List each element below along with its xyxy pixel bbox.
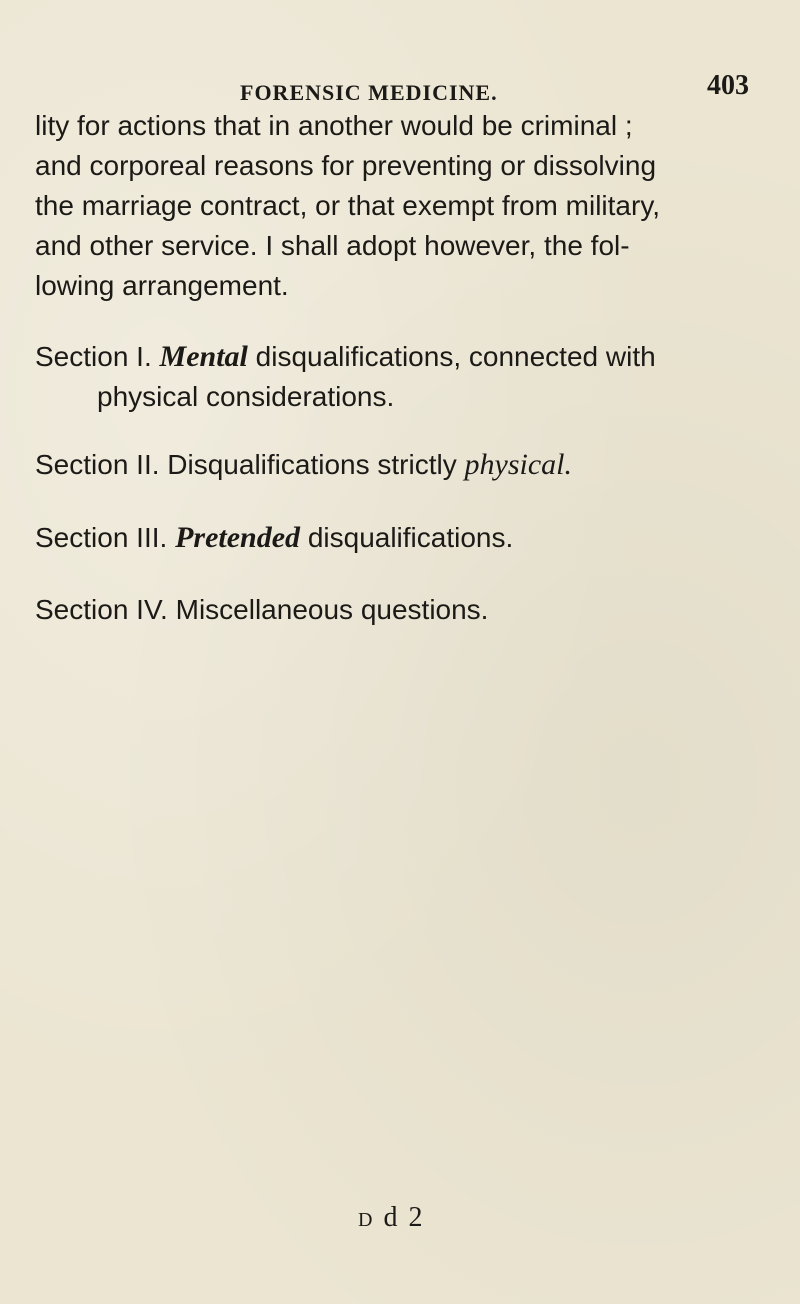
section-emphasis: Mental [159, 340, 248, 373]
signature-mark [358, 1202, 424, 1234]
section-continuation: physical considerations. [97, 381, 395, 412]
paragraph-line: lowing arrangement. [35, 270, 289, 301]
section-emphasis: physical. [464, 448, 572, 481]
section-text: Miscellaneous questions. [167, 594, 489, 625]
section-label: Section IV. [35, 594, 168, 625]
paragraph [35, 106, 775, 306]
paragraph-line: the marriage contract, or that exempt from military, [35, 190, 661, 221]
section-item-2 [35, 445, 572, 485]
paragraph-line: and corporeal reasons for preventing or dissolving [35, 150, 657, 181]
signature-rest: d 2 [374, 1202, 425, 1233]
section-label: Section III. [35, 522, 168, 553]
section-text: disqualifications, connected with [247, 341, 656, 372]
section-item-1 [35, 337, 656, 417]
signature-letter: D [358, 1209, 375, 1231]
section-text: disqualifications. [300, 522, 514, 553]
section-emphasis: Pretended [175, 521, 301, 554]
section-item-4 [35, 590, 488, 630]
section-item-3 [35, 518, 513, 558]
running-title: FORENSIC MEDICINE. [240, 80, 498, 105]
section-label: Section I. [35, 341, 152, 372]
section-label: Section II. [35, 449, 160, 480]
page-number: 403 [707, 70, 749, 101]
paragraph-line: lity for actions that in another would be criminal ; [35, 110, 633, 141]
section-text: Disqualifications strictly [159, 449, 465, 480]
paragraph-line: and other service. I shall adopt however, the fol- [35, 230, 630, 261]
bleed-through-texture [80, 690, 88, 724]
